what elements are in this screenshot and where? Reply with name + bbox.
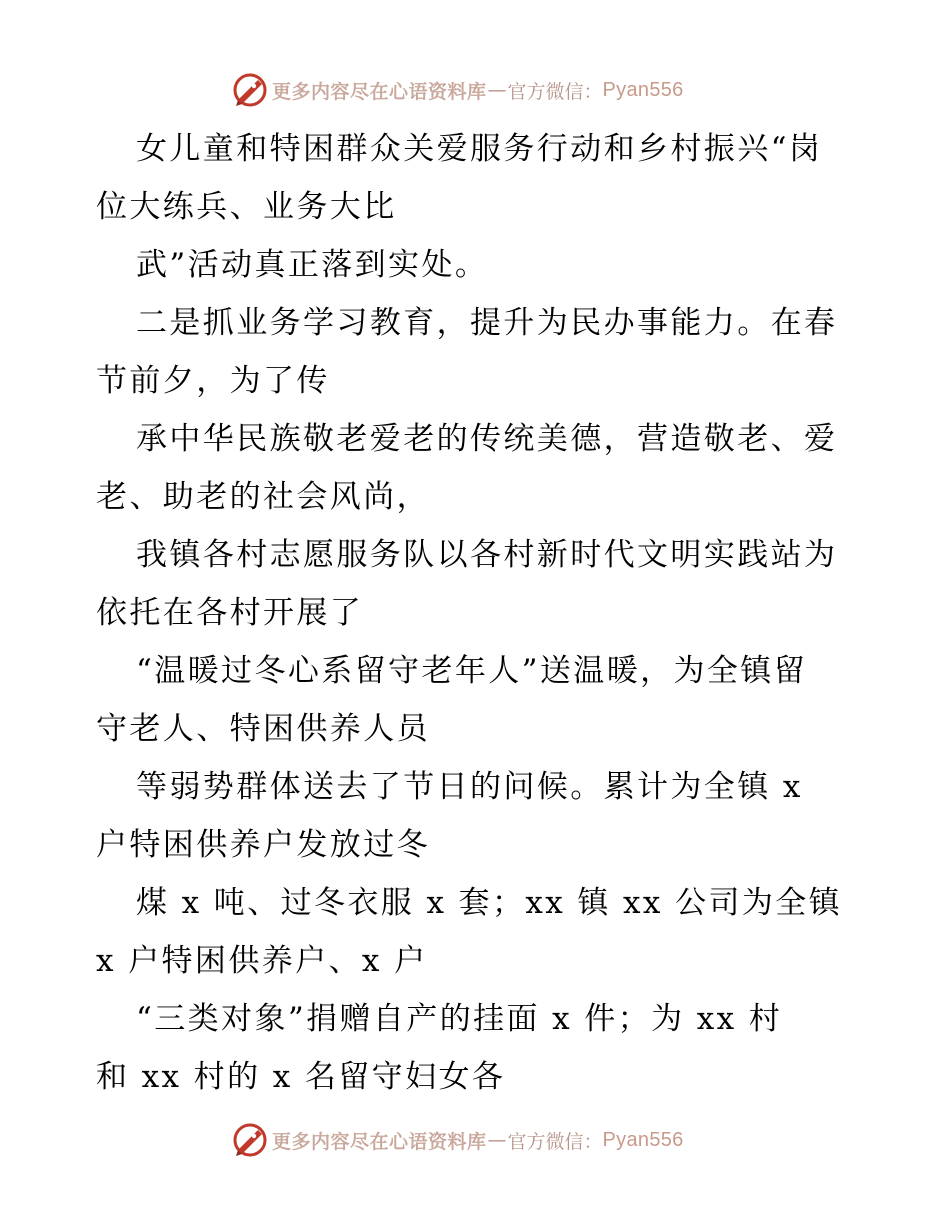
text-line: 和 xx 村的 x 名留守妇女各	[96, 1059, 506, 1095]
text-line: 户特困供养户发放过冬	[96, 827, 430, 863]
text-line: 武”活动真正落到实处。	[136, 247, 489, 283]
text-line: 等弱势群体送去了节日的问候。累计为全镇 x	[136, 769, 803, 805]
text-line: 老、助老的社会风尚，	[96, 479, 430, 515]
text-line: x 户特困供养户、x 户	[96, 943, 428, 979]
watermark-banner-bottom	[232, 1120, 684, 1160]
text-line: “温暖过冬心系留守老年人”送温暖，为全镇留	[136, 653, 808, 689]
text-line: 节前夕，为了传	[96, 363, 330, 399]
watermark-wechat-label: 官方微信：	[507, 1130, 603, 1153]
text-line: 守老人、特困供养人员	[96, 711, 430, 747]
pen-logo-icon	[232, 1122, 268, 1158]
text-line: “三类对象”捐赠自产的挂面 x 件；为 xx 村	[136, 1001, 783, 1037]
watermark-promo-text: 更多内容尽在心语资料库	[272, 80, 487, 103]
watermark-promo-text: 更多内容尽在心语资料库	[272, 1130, 487, 1153]
pen-logo-icon	[232, 72, 268, 108]
watermark-separator: —	[487, 1129, 507, 1151]
watermark-separator: —	[487, 79, 507, 101]
watermark-account: Pyan556	[602, 78, 684, 101]
text-line: 煤 x 吨、过冬衣服 x 套；xx 镇 xx 公司为全镇	[136, 885, 843, 921]
text-line: 女儿童和特困群众关爱服务行动和乡村振兴“岗	[136, 131, 823, 167]
watermark-account: Pyan556	[602, 1128, 684, 1151]
watermark-wechat-label: 官方微信：	[507, 80, 603, 103]
document-body	[96, 120, 856, 1106]
text-line: 我镇各村志愿服务队以各村新时代文明实践站为	[136, 537, 838, 573]
text-line: 依托在各村开展了	[96, 595, 364, 631]
text-line: 位大练兵、业务大比	[96, 189, 397, 225]
watermark-banner-top	[232, 70, 684, 110]
text-line: 二是抓业务学习教育，提升为民办事能力。在春	[136, 305, 838, 341]
text-line: 承中华民族敬老爱老的传统美德，营造敬老、爱	[136, 421, 838, 457]
